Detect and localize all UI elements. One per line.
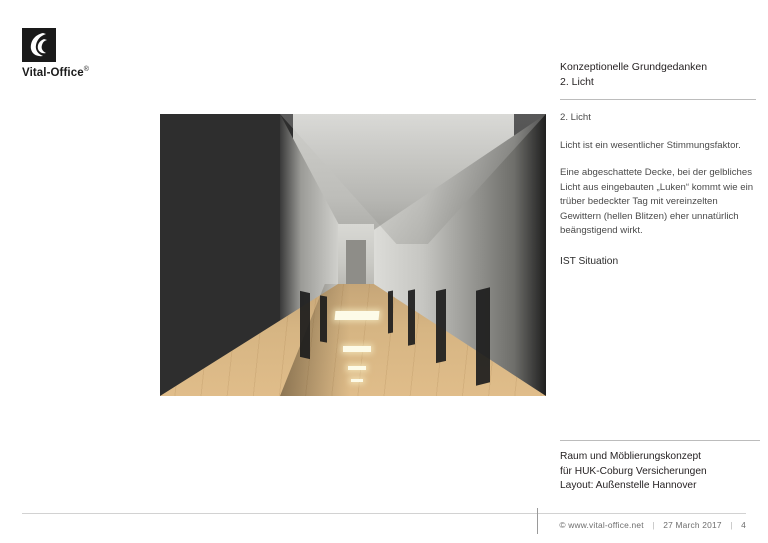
logo-registered-mark: ® — [83, 66, 89, 73]
caption-line-1: Raum und Möblierungskonzept — [560, 451, 702, 462]
header-line-2: 2. Licht — [560, 76, 594, 88]
footer-date: 27 March 2017 — [663, 520, 722, 530]
body-subtitle: 2. Licht — [560, 112, 591, 123]
corridor-render-image — [160, 114, 546, 396]
render-door-right-2 — [436, 289, 446, 363]
logo-name: Vital-Office — [22, 66, 84, 79]
body-paragraph-2: Eine abgeschattete Decke, bei der gelbliches Licht aus eingebauten „Luken“ kommt wie ein trüber bedeckter Tag mit vereinzelten Gewittern (hellen Blitzen) eher unnatürlich beängstigend wirkt. — [560, 167, 754, 236]
render-ceiling-light-2 — [343, 346, 371, 352]
body-paragraph-1: Licht ist ein wesentlicher Stimmungsfaktor. — [560, 139, 741, 151]
status-label: IST Situation — [560, 255, 619, 267]
logo-swoosh-icon — [30, 33, 47, 57]
footer-separator-1: | — [652, 520, 655, 530]
header-line-1: Konzeptionelle Grundgedanken — [560, 61, 708, 73]
caption-divider — [560, 440, 760, 441]
footer-separator-2: | — [730, 520, 733, 530]
render-door-right-1 — [476, 287, 490, 385]
render-door-left-2 — [320, 295, 327, 342]
render-ceiling-light-3 — [348, 366, 366, 370]
render-door-right-4 — [388, 291, 393, 334]
caption-line-2: für HUK-Coburg Versicherungen — [560, 465, 707, 477]
render-ceiling-light-1 — [335, 311, 380, 320]
footer-divider — [22, 513, 746, 514]
render-door-right-3 — [408, 289, 415, 345]
header-divider — [560, 99, 756, 100]
logo-wordmark — [22, 66, 89, 79]
caption-line-3: Layout: Außenstelle Hannover — [560, 480, 697, 491]
footer — [559, 520, 746, 530]
logo — [22, 28, 152, 79]
vital-office-logo-icon — [22, 28, 56, 62]
render-door-left-1 — [300, 291, 310, 359]
footer-tick-mark — [537, 508, 538, 534]
content-column — [560, 60, 756, 267]
footer-page-number: 4 — [741, 520, 746, 530]
render-ceiling-light-4 — [351, 379, 363, 382]
body-text — [560, 111, 756, 239]
footer-copyright: © www.vital-office.net — [559, 520, 644, 530]
project-caption — [560, 440, 760, 494]
